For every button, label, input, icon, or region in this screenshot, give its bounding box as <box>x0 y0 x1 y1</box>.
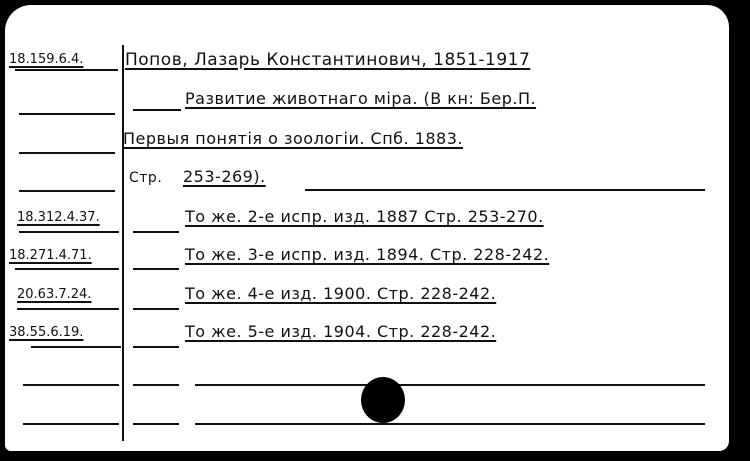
call-number-rule <box>15 69 118 71</box>
call-number: 18.312.4.37. <box>17 210 100 225</box>
author-heading: Попов, Лазарь Константинович, 1851-1917 <box>125 50 531 70</box>
pages-value: 253-269). <box>183 167 266 186</box>
call-number-rule <box>31 346 121 348</box>
column-rule <box>133 109 181 111</box>
column-rule <box>133 423 179 425</box>
call-number-rule <box>19 231 119 233</box>
call-number: 38.55.6.19. <box>9 325 84 340</box>
body-rule <box>195 384 705 386</box>
title-line-2: Первыя понятія о зоологіи. Спб. 1883. <box>123 129 463 148</box>
column-rule <box>133 231 179 233</box>
edition-entry: То же. 5-е изд. 1904. Стр. 228-242. <box>185 322 497 341</box>
catalog-card <box>5 5 729 451</box>
call-number-rule <box>19 113 115 115</box>
margin-rule <box>122 45 124 441</box>
call-number-rule <box>15 268 119 270</box>
column-rule <box>133 268 179 270</box>
call-number-rule <box>23 384 119 386</box>
call-number: 18.159.6.4. <box>9 52 84 67</box>
edition-entry: То же. 3-е испр. изд. 1894. Стр. 228-242. <box>185 245 550 264</box>
column-rule <box>133 346 179 348</box>
call-number-rule <box>17 308 119 310</box>
call-number-rule <box>19 152 115 154</box>
edition-entry: То же. 4-е изд. 1900. Стр. 228-242. <box>185 284 497 303</box>
column-rule <box>133 384 179 386</box>
body-rule <box>305 189 705 191</box>
call-number-rule <box>19 190 115 192</box>
pages-label: Стр. <box>129 170 163 186</box>
punch-hole <box>361 377 405 423</box>
title-line-1: Развитие животнаго міра. (В кн: Бер.П. <box>185 89 537 108</box>
column-rule <box>133 308 179 310</box>
body-rule <box>195 423 705 425</box>
call-number: 20.63.7.24. <box>17 287 92 302</box>
call-number-rule <box>23 423 119 425</box>
edition-entry: То же. 2-е испр. изд. 1887 Стр. 253-270. <box>185 207 544 226</box>
call-number: 18.271.4.71. <box>9 248 92 263</box>
